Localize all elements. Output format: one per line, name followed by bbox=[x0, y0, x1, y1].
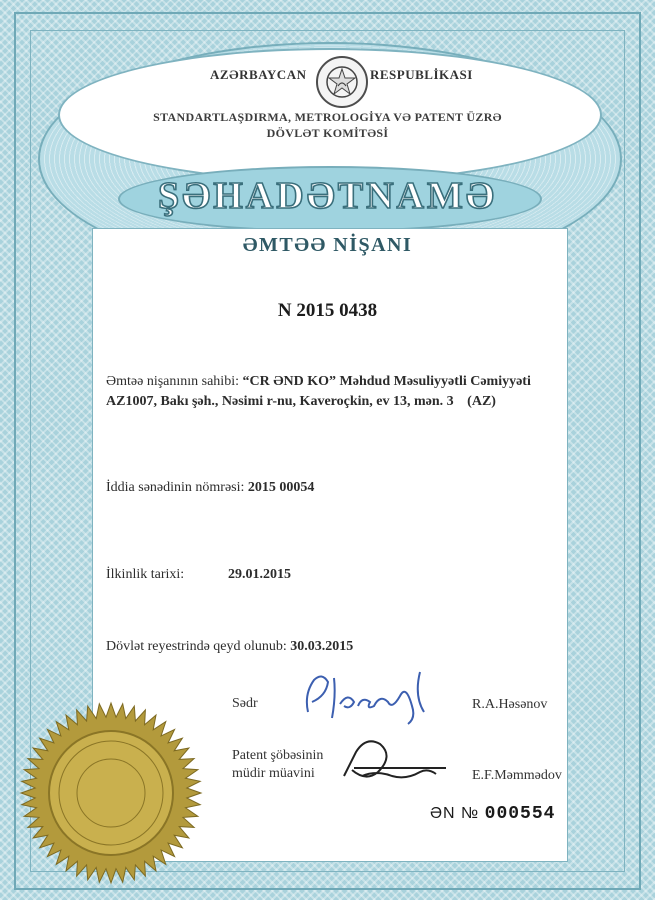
registration-label: Dövlət reyestrində qeyd olunub: bbox=[106, 639, 287, 654]
dept-name: E.F.Məmmədov bbox=[472, 768, 562, 783]
serial-number bbox=[430, 804, 555, 824]
country-right: RESPUBLİKASI bbox=[370, 67, 473, 82]
committee-line-2: DÖVLƏT KOMİTƏSİ bbox=[266, 126, 389, 140]
country-left: AZƏRBAYCAN bbox=[210, 67, 307, 82]
dept-label-1: Patent şöbəsinin bbox=[232, 748, 324, 763]
certificate-title: ŞƏHADƏTNAMƏ bbox=[158, 175, 497, 217]
priority-label: İlkinlik tarixi: bbox=[106, 567, 185, 582]
serial-prefix: ƏN № bbox=[430, 805, 480, 822]
dept-signature bbox=[336, 732, 456, 792]
gold-seal-icon bbox=[16, 698, 206, 888]
application-label: İddia sənədinin nömrəsi: bbox=[106, 480, 245, 495]
certificate-subtitle: ƏMTƏƏ NİŞANI bbox=[242, 234, 413, 256]
chair-label: Sədr bbox=[232, 696, 258, 711]
priority-line bbox=[106, 567, 184, 583]
owner-address: AZ1007, Bakı şəh., Nəsimi r-nu, Kaveroçkin, ev 13, mən. 3 bbox=[106, 394, 454, 409]
registration-value: 30.03.2015 bbox=[290, 639, 354, 654]
owner-address-line bbox=[106, 394, 496, 410]
serial-value: 000554 bbox=[484, 804, 556, 824]
dept-label-2: müdir müavini bbox=[232, 766, 315, 781]
priority-value: 29.01.2015 bbox=[228, 567, 291, 582]
application-line bbox=[106, 480, 314, 496]
owner-name: “CR ƏND KO” Məhdud Məsuliyyətli Cəmiyyəti bbox=[242, 374, 531, 389]
certificate-number: N 2015 0438 bbox=[277, 300, 378, 321]
application-value: 2015 00054 bbox=[247, 480, 315, 495]
owner-label: Əmtəə nişanının sahibi: bbox=[106, 374, 239, 389]
owner-country-code: (AZ) bbox=[467, 394, 496, 409]
registration-line bbox=[106, 639, 353, 655]
chair-signature bbox=[296, 666, 446, 728]
owner-line bbox=[106, 374, 531, 390]
state-emblem-icon bbox=[316, 56, 368, 108]
chair-name: R.A.Həsənov bbox=[472, 697, 548, 712]
committee-line-1: STANDARTLAŞDIRMA, METROLOGİYA VƏ PATENT ÜZRƏ bbox=[153, 110, 502, 124]
